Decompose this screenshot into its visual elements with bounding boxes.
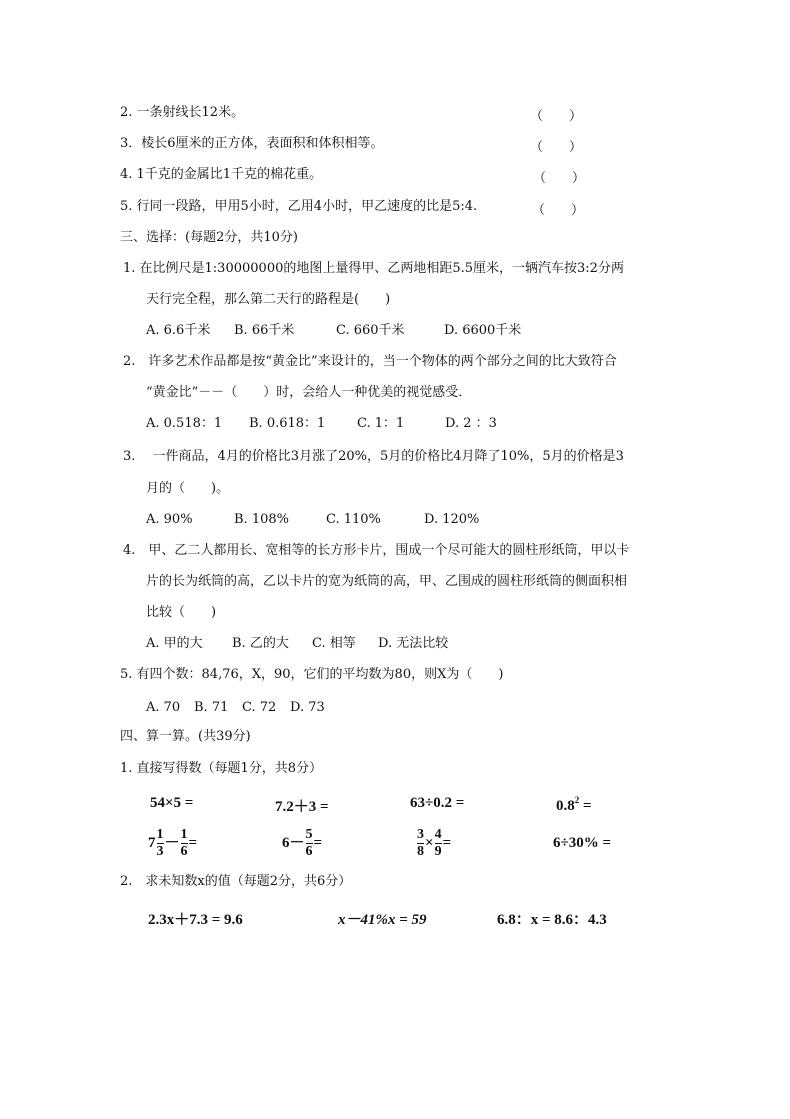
choice-q4-line2: 片的长为纸筒的高，乙以卡片的宽为纸筒的高，甲、乙围成的圆柱形纸筒的侧面积相 (146, 574, 628, 589)
option-c[interactable]: C. 1：1 (357, 416, 405, 431)
option-c[interactable]: C. 72 (242, 700, 277, 715)
choice-q2-line1: 2. 许多艺术作品都是按“黄金比”来设计的，当一个物体的两个部分之间的比大致符合 (123, 354, 617, 369)
choice-q3-line1: 3. 一件商品，4月的价格比3月涨了20%，5月的价格比4月降了10%，5月的价格是3 (123, 449, 624, 464)
sub-1-title: 1. 直接写得数（每题1分，共8分） (120, 761, 323, 776)
calc-7: $\frac{3}{8}$ × $\frac{4}{9}$ = (417, 827, 452, 859)
option-c[interactable]: C. 相等 (312, 636, 356, 651)
option-a[interactable]: A. 70 (146, 700, 181, 715)
option-a[interactable]: A. 0.518：1 (146, 416, 223, 431)
judge-item-3: 3．棱长6厘米的正方体，表面积和体积相等。 (120, 136, 384, 151)
choice-q5-line1: 5. 有四个数：84,76，X，90，它们的平均数为80，则X为（ ) (120, 667, 504, 682)
option-c[interactable]: C. 660千米 (336, 323, 405, 338)
calc-2: 7.2＋3 = (275, 799, 329, 815)
option-b[interactable]: B. 71 (194, 700, 229, 715)
answer-blank[interactable]: （ ） (532, 203, 585, 218)
choice-q1-line2: 天行完全程，那么第二天行的路程是( ) (146, 292, 391, 307)
choice-q1-options (146, 323, 521, 339)
choice-q4-options (146, 636, 448, 652)
choice-q2-options (146, 416, 497, 432)
option-c[interactable]: C. 110% (326, 512, 381, 527)
section-3-title: 三、选择：(每题2分，共10分) (120, 230, 298, 245)
calc-3: 63÷0.2 = (410, 795, 465, 811)
calc-4: $0.8^2$ = (556, 795, 592, 814)
option-b[interactable]: B. 66千米 (234, 323, 295, 338)
choice-q3-line2: 月的（ )。 (146, 481, 230, 496)
calc-1: 54×5 = (150, 795, 194, 811)
option-d[interactable]: D. 6600千米 (444, 323, 522, 338)
choice-q4-line3: 比较（ ) (146, 605, 217, 620)
option-b[interactable]: B. 乙的大 (232, 636, 289, 651)
choice-q1-line1: 1. 在比例尺是1:30000000的地图上量得甲、乙两地相距5.5厘米，一辆汽车按3:2分两 (123, 261, 624, 276)
option-d[interactable]: D. 无法比较 (378, 636, 449, 651)
equation-2: x－41%x = 59 (338, 912, 427, 928)
judge-item-5: 5. 行同一段路，甲用5小时，乙用4小时，甲乙速度的比是5:4. (120, 199, 478, 214)
choice-q5-options (146, 700, 325, 716)
answer-blank[interactable]: （ ） (530, 140, 583, 155)
section-4-title: 四、算一算。(共39分) (120, 729, 251, 744)
equation-3: 6.8：x = 8.6：4.3 (497, 912, 607, 928)
calc-5: 7 $\frac{1}{3}$ － $\frac{1}{6}$ = (148, 827, 198, 859)
option-a[interactable]: A. 90% (146, 512, 193, 527)
option-a[interactable]: A. 6.6千米 (146, 323, 211, 338)
option-d[interactable]: D. 120% (424, 512, 480, 527)
choice-q4-line1: 4. 甲、乙二人都用长、宽相等的长方形卡片，围成一个尽可能大的圆柱形纸筒，甲以卡 (123, 543, 630, 558)
option-b[interactable]: B. 108% (234, 512, 289, 527)
option-a[interactable]: A. 甲的大 (146, 636, 203, 651)
calc-6: 6－ $\frac{5}{6}$ = (282, 827, 323, 859)
answer-blank[interactable]: （ ） (533, 171, 586, 186)
sub-2-title: 2. 求未知数x的值（每题2分，共6分） (120, 874, 352, 889)
judge-item-4: 4. 1千克的金属比1千克的棉花重。 (120, 167, 323, 182)
option-d[interactable]: D. 2 ：3 (445, 416, 497, 431)
equation-1: 2.3x＋7.3 = 9.6 (148, 912, 243, 928)
calc-8: 6÷30% = (553, 835, 612, 851)
option-b[interactable]: B. 0.618：1 (249, 416, 326, 431)
judge-item-2: 2. 一条射线长12米。 (120, 105, 245, 120)
choice-q2-line2: “黄金比”－－（ ）时，会给人一种优美的视觉感受． (146, 385, 472, 400)
option-d[interactable]: D. 73 (290, 700, 325, 715)
answer-blank[interactable]: （ ） (530, 109, 583, 124)
choice-q3-options (146, 512, 479, 528)
